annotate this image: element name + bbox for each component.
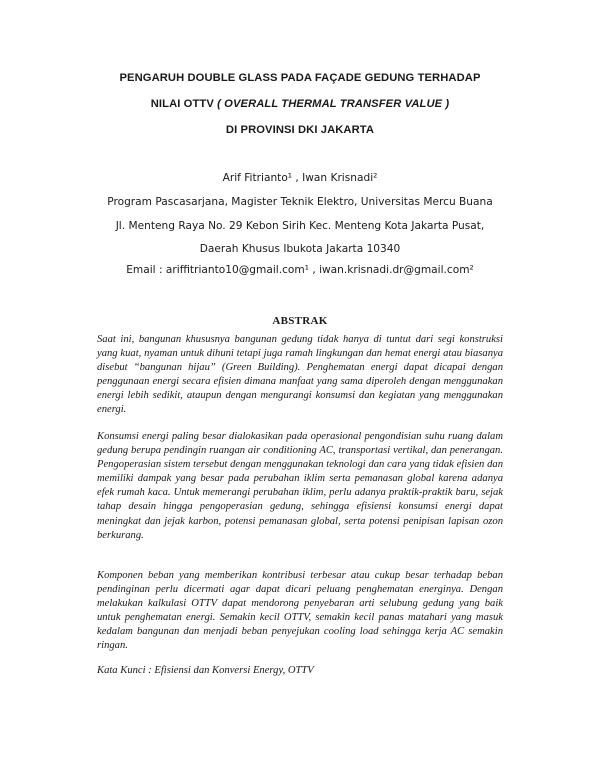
title-line-2 <box>0 98 600 110</box>
title-line-1: PENGARUH DOUBLE GLASS PADA FAÇADE GEDUNG TERHADAP <box>119 72 481 84</box>
authors: Arif Fitrianto¹ , Iwan Krisnadi² <box>222 172 378 184</box>
abstract-paragraph-3: Komponen beban yang memberikan kontribusi terbesar atau cukup besar terhadap beban pendinginan perlu dicermati agar dapat dicari peluang penghematan energinya. Dengan melakukan kalkulasi OTTV dapat mendorong penyebaran arti selubung gedung yang baik untuk penghematan energi. Semakin kecil OTTV, semakin kecil panas matahari yang masuk kedalam bangunan dan menjadi beban penyejukan cooling load sehingga kerja AC semakin ringan. <box>97 570 503 652</box>
address-line-1: Jl. Menteng Raya No. 29 Kebon Sirih Kec. Menteng Kota Jakarta Pusat, <box>115 220 485 232</box>
email-line: Email : ariffitrianto10@gmail.com¹ , iwan.krisnadi.dr@gmail.com² <box>126 264 474 276</box>
abstract-paragraph-2: Konsumsi energi paling besar dialokasikan pada operasional pengondisian suhu ruang dalam gedung berupa pendingin ruangan air conditioning AC, transportasi vertikal, dan penerangan. Pengoperasian sistem tersebut dengan menggunakan teknologi dan cara yang tidak efisien dan memiliki dampak yang besar pada perubahan iklim serta pemanasan global karena adanya efek rumah kaca. Untuk memerangi perubahan iklim, perlu adanya praktik-praktik baru, sejak tahap desain hingga pengoperasian gedung, sehingga efisiensi konsumsi energi dapat meningkat dan jejak karbon, potensi pemanasan global, serta potensi penipisan lapisan ozon berkurang. <box>97 431 503 541</box>
abstract-heading: ABSTRAK <box>272 315 328 327</box>
title-line-2-prefix: NILAI OTTV <box>150 98 218 110</box>
title-line-2-italic: ( OVERALL THERMAL TRANSFER VALUE ) <box>217 98 450 110</box>
abstract-paragraph-1: Saat ini, bangunan khususnya bangunan gedung tidak hanya di tuntut dari segi konstruksi yang kuat, nyaman untuk dihuni tetapi juga ramah lingkungan dan hemat energi atau biasanya disebut “bangunan hijau” (Green Building). Penghematan energi dapat dicapai dengan penggunaan energi secara efisien dimana manfaat yang sama diperoleh dengan menggunakan energi lebih sedikit, ataupun dengan mengurangi konsumsi dan kegiatan yang menggunakan energi. <box>97 334 503 416</box>
address-line-2: Daerah Khusus Ibukota Jakarta 10340 <box>199 243 401 255</box>
title-line-3: DI PROVINSI DKI JAKARTA <box>225 124 375 136</box>
affiliation: Program Pascasarjana, Magister Teknik Elektro, Universitas Mercu Buana <box>107 196 493 208</box>
keywords: Kata Kunci : Efisiensi dan Konversi Energy, OTTV <box>97 665 314 676</box>
